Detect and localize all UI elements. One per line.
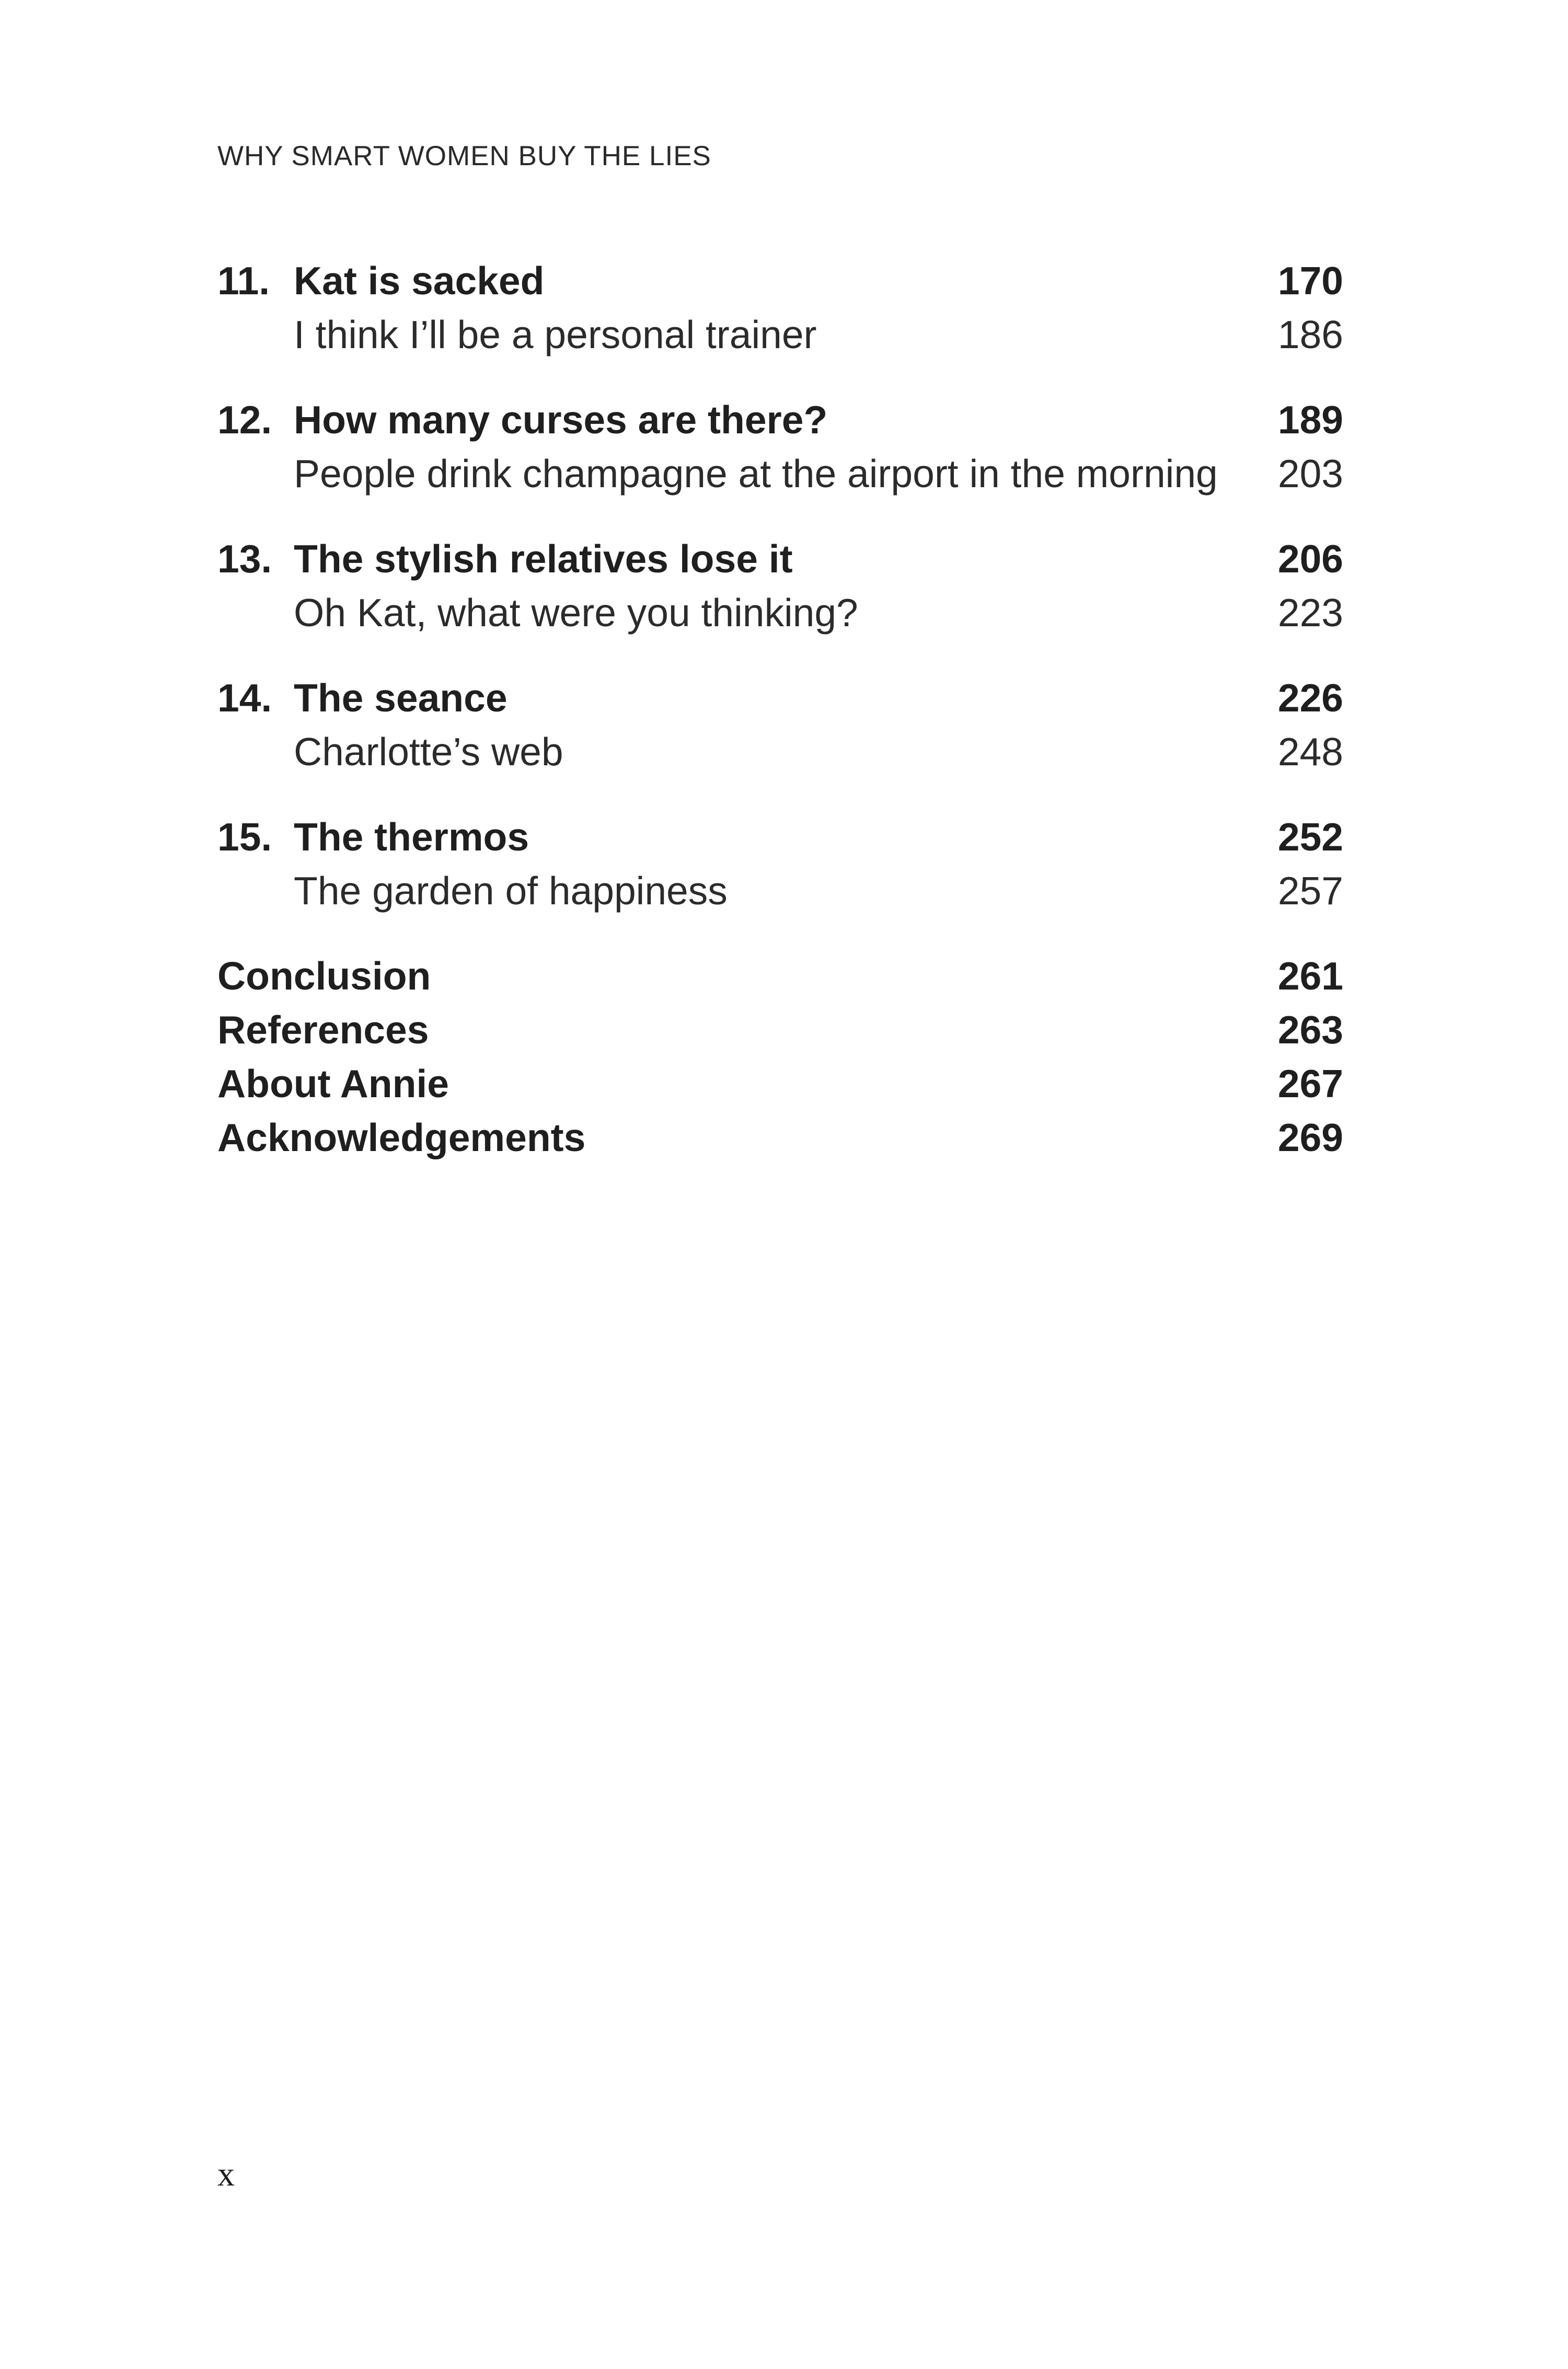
toc-subentry	[217, 725, 1343, 779]
subentry-page: 248	[1277, 730, 1343, 774]
chapter-page: 206	[1277, 537, 1343, 581]
subentry-page: 186	[1277, 313, 1343, 356]
back-matter-title: References	[217, 1008, 429, 1052]
toc-chapter-12	[217, 393, 1343, 447]
chapter-number: 13.	[217, 537, 272, 581]
subentry-title: The garden of happiness	[294, 869, 728, 913]
toc-back-matter-acknowledgements	[217, 1111, 1343, 1165]
toc-subentry	[217, 864, 1343, 918]
back-matter-page: 267	[1277, 1062, 1343, 1106]
chapter-title: Kat is sacked	[294, 259, 545, 303]
subentry-page: 223	[1277, 591, 1343, 635]
chapter-number: 12.	[217, 398, 272, 442]
toc-chapter-14	[217, 671, 1343, 725]
subentry-title: Charlotte’s web	[294, 730, 563, 774]
chapter-number: 14.	[217, 676, 272, 720]
toc-back-matter-about	[217, 1057, 1343, 1111]
toc-back-matter-conclusion	[217, 949, 1343, 1003]
table-of-contents	[217, 254, 1343, 1165]
subentry-title: I think I’ll be a personal trainer	[294, 313, 817, 356]
back-matter-title: Acknowledgements	[217, 1116, 586, 1159]
toc-subentry	[217, 308, 1343, 362]
toc-subentry	[217, 447, 1343, 501]
chapter-page: 170	[1277, 259, 1343, 303]
subentry-page: 203	[1277, 452, 1343, 496]
back-matter-page: 263	[1277, 1008, 1343, 1052]
chapter-page: 226	[1277, 676, 1343, 720]
toc-chapter-15	[217, 810, 1343, 864]
toc-chapter-11	[217, 254, 1343, 308]
toc-subentry	[217, 586, 1343, 640]
back-matter-page: 261	[1277, 954, 1343, 998]
chapter-page: 252	[1277, 815, 1343, 859]
subentry-title: Oh Kat, what were you thinking?	[294, 591, 858, 635]
running-head: WHY SMART WOMEN BUY THE LIES	[217, 141, 711, 171]
toc-chapter-13	[217, 532, 1343, 586]
chapter-title: How many curses are there?	[294, 398, 828, 442]
page-number: x	[217, 2155, 235, 2193]
chapter-page: 189	[1277, 398, 1343, 442]
back-matter-page: 269	[1277, 1116, 1343, 1159]
chapter-number: 11.	[217, 259, 270, 303]
back-matter-title: Conclusion	[217, 954, 431, 998]
chapter-title: The thermos	[294, 815, 529, 859]
chapter-title: The seance	[294, 676, 508, 720]
chapter-number: 15.	[217, 815, 272, 859]
chapter-title: The stylish relatives lose it	[294, 537, 793, 581]
toc-back-matter-references	[217, 1003, 1343, 1057]
back-matter-title: About Annie	[217, 1062, 449, 1106]
subentry-page: 257	[1277, 869, 1343, 913]
subentry-title: People drink champagne at the airport in the morning	[294, 452, 1218, 496]
